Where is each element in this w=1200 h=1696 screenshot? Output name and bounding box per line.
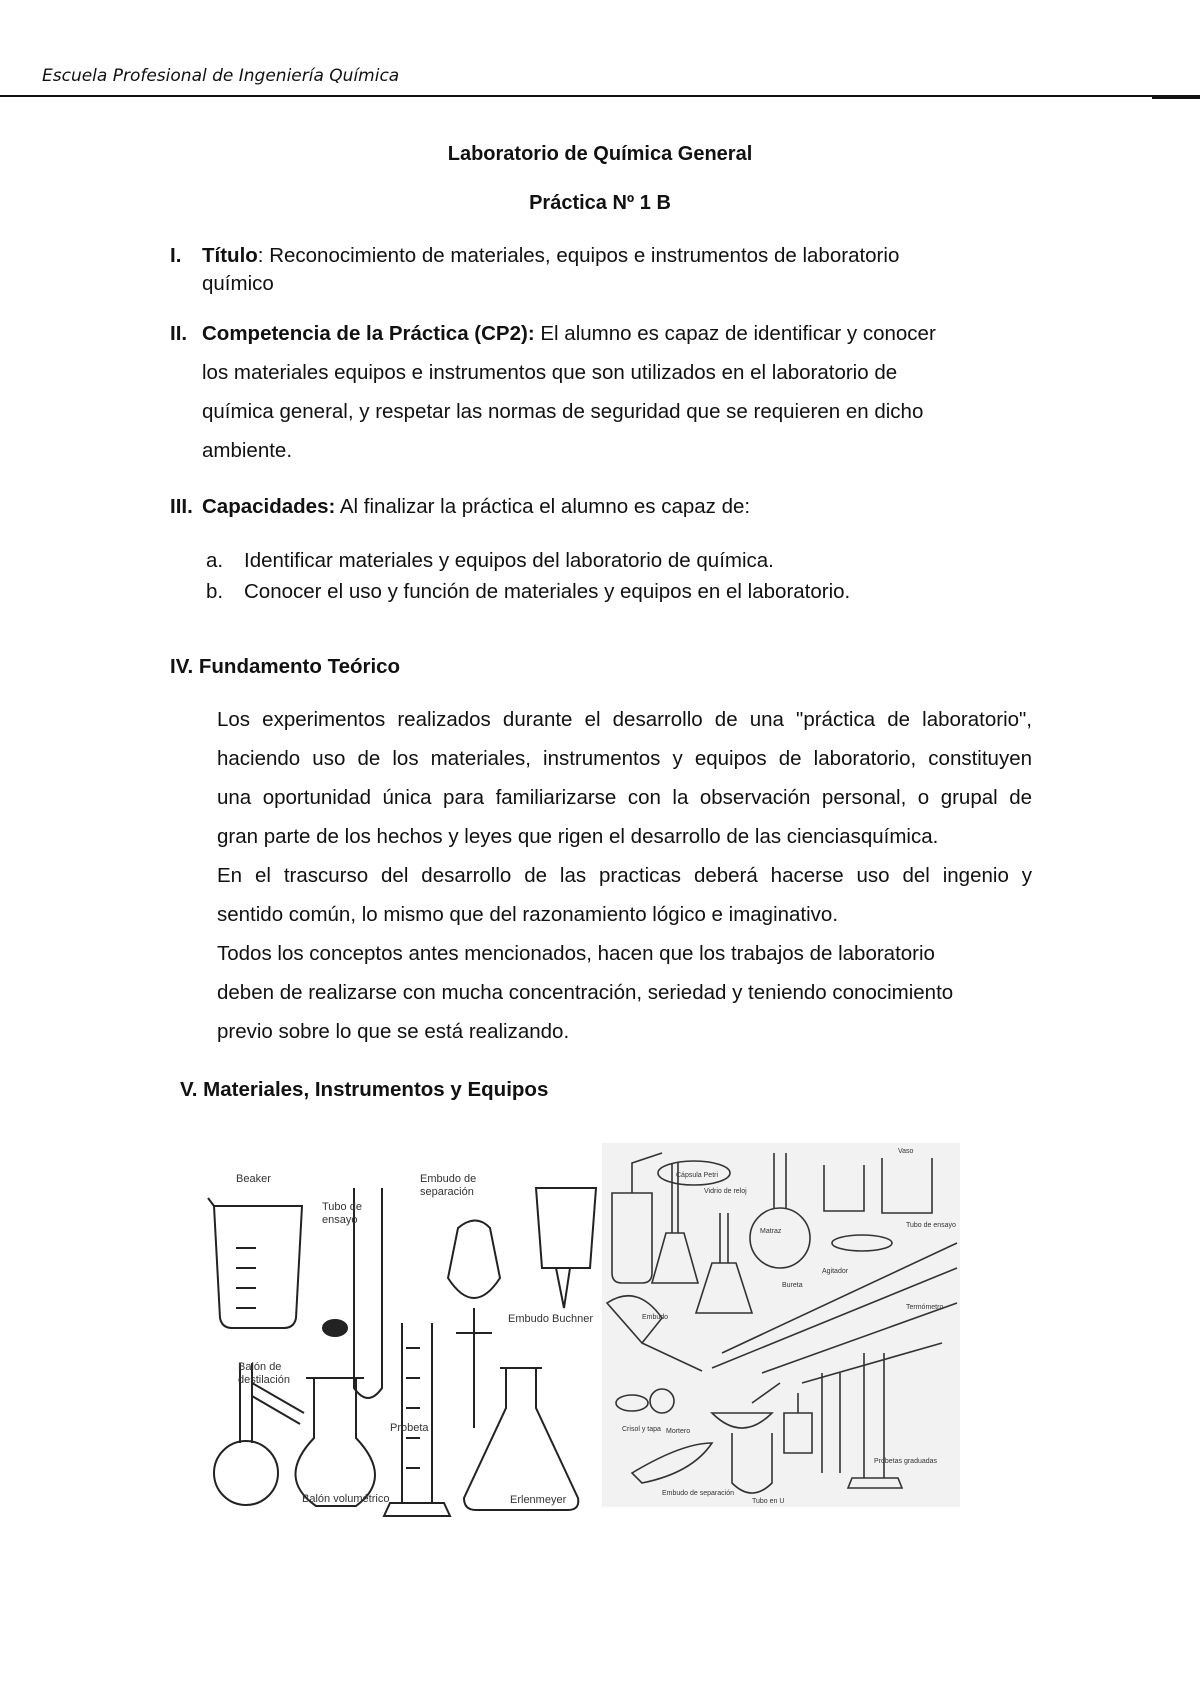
list-marker: a. xyxy=(206,549,224,572)
list-marker: b. xyxy=(206,580,224,603)
label-crisol: Crisol y tapa xyxy=(622,1426,661,1433)
header-rule-end xyxy=(1152,97,1200,99)
paragraph-line: una oportunidad única para familiarizarse con la observación personal, o grupal de xyxy=(217,786,1032,809)
label-probeta: Probeta xyxy=(390,1422,429,1434)
label-embudo-sep: Embudo de separación xyxy=(662,1490,734,1497)
list-item xyxy=(206,576,850,607)
section-capacidades xyxy=(170,487,1070,526)
label-sep-funnel-2: separación xyxy=(420,1186,474,1198)
paragraph-line: haciendo uso de los materiales, instrumentos y equipos de laboratorio, constituyen xyxy=(217,747,1032,770)
fundamento-paragraph xyxy=(217,700,1032,1051)
competencia-line: química general, y respetar las normas de seguridad que se requieren en dicho xyxy=(202,400,924,423)
section-text-cont: químico xyxy=(202,272,274,295)
section-label: Capacidades: xyxy=(202,495,336,518)
document-subtitle: Práctica Nº 1 B xyxy=(529,192,671,214)
label-bureta: Bureta xyxy=(782,1282,803,1289)
label-agitador: Agitador xyxy=(822,1268,849,1275)
label-capsula: Cápsula Petri xyxy=(676,1172,719,1179)
label-beaker: Beaker xyxy=(236,1173,271,1185)
section-text: Al finalizar la práctica el alumno es capaz de: xyxy=(335,495,751,518)
label-tubo-u: Tubo en U xyxy=(752,1498,785,1505)
label-probetas: Probetas graduadas xyxy=(874,1458,938,1465)
separatory-funnel-icon xyxy=(448,1221,500,1299)
section-label: Competencia de la Práctica (CP2): xyxy=(202,322,535,345)
label-test-tube-2: ensayo xyxy=(322,1214,358,1226)
section-heading: V. Materiales, Instrumentos y Equipos xyxy=(180,1078,549,1101)
paragraph-line: En el trascurso del desarrollo de las practicas deberá hacerse uso del ingenio y xyxy=(217,864,1032,887)
label-mortero: Mortero xyxy=(666,1428,691,1435)
paragraph-line: Todos los conceptos antes mencionados, hacen que los trabajos de laboratorio xyxy=(217,942,935,965)
paragraph-line: previo sobre lo que se está realizando. xyxy=(217,1020,570,1043)
label-sep-funnel: Embudo de xyxy=(420,1173,477,1185)
label-matraz: Matraz xyxy=(760,1228,782,1235)
section-heading: IV. Fundamento Teórico xyxy=(170,655,401,678)
distillation-flask-icon xyxy=(214,1441,278,1505)
section-label: Título xyxy=(202,244,258,267)
label-vidrio-reloj: Vidrio de reloj xyxy=(704,1188,747,1195)
page-header-text: Escuela Profesional de Ingeniería Química xyxy=(42,66,400,86)
list-text: Conocer el uso y función de materiales y equipos en el laboratorio. xyxy=(244,580,851,603)
paragraph-line: sentido común, lo mismo que del razonamiento lógico e imaginativo. xyxy=(217,903,839,926)
competencia-line: ambiente. xyxy=(202,439,293,462)
glassware-illustration-left xyxy=(206,1168,606,1520)
section-number: III. xyxy=(170,495,193,518)
label-embudo: Embudo xyxy=(642,1314,669,1321)
section-text: El alumno es capaz de identificar y conocer xyxy=(534,322,936,345)
paragraph-line: Los experimentos realizados durante el desarrollo de una "práctica de laboratorio", xyxy=(217,708,1032,731)
paragraph-line: deben de realizarse con mucha concentración, seriedad y teniendo conocimiento xyxy=(217,981,954,1004)
section-number: I. xyxy=(170,244,182,267)
erlenmeyer-icon xyxy=(464,1368,578,1510)
label-distillation: Balón de xyxy=(238,1361,282,1373)
label-buchner: Embudo Buchner xyxy=(508,1313,593,1325)
label-volumetric: Balón volumétrico xyxy=(302,1493,390,1505)
graduated-cylinder-icon xyxy=(402,1323,432,1503)
document-title: Laboratorio de Química General xyxy=(447,143,753,165)
list-item xyxy=(206,545,774,576)
label-erlenmeyer: Erlenmeyer xyxy=(510,1494,567,1506)
section-title xyxy=(170,236,1070,275)
label-test-tube: Tubo de xyxy=(322,1201,362,1213)
label-vaso: Vaso xyxy=(898,1148,914,1155)
beaker-icon xyxy=(214,1206,302,1328)
list-text: Identificar materiales y equipos del laboratorio de química. xyxy=(244,549,774,572)
label-termometro: Termómetro xyxy=(906,1304,944,1311)
label-tubo-ensayo: Tubo de ensayo xyxy=(906,1222,956,1229)
section-competencia xyxy=(170,314,1070,353)
label-distillation-2: destilación xyxy=(238,1374,290,1386)
test-tube-icon xyxy=(354,1188,382,1398)
paragraph-line: gran parte de los hechos y leyes que rigen el desarrollo de las cienciasquímica. xyxy=(217,825,939,848)
header-rule xyxy=(0,95,1200,97)
buchner-funnel-icon xyxy=(536,1188,596,1268)
section-text: : Reconocimiento de materiales, equipos e instrumentos de laboratorio xyxy=(257,244,900,267)
competencia-line: los materiales equipos e instrumentos que son utilizados en el laboratorio de xyxy=(202,361,898,384)
section-number: II. xyxy=(170,322,188,345)
glassware-illustration-right xyxy=(602,1143,960,1507)
